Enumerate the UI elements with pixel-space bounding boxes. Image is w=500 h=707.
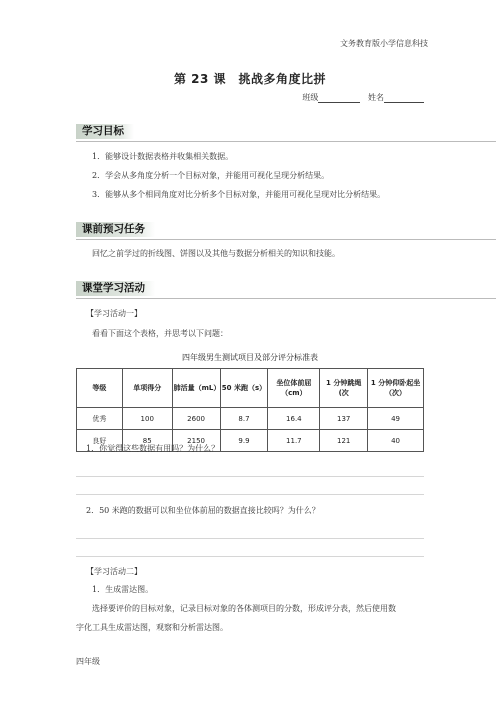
activity2-paragraph-line2: 字化工具生成雷达图，观察和分析雷达图。 <box>76 623 228 632</box>
table-cell: 121 <box>320 430 368 452</box>
answer-line[interactable] <box>76 476 424 477</box>
class-name-line <box>302 92 424 103</box>
col-header-jumprope: 1 分钟跳绳(次 <box>320 369 368 408</box>
table-cell: 优秀 <box>77 408 123 430</box>
table-header-row <box>77 369 424 408</box>
table-cell: 良好 <box>77 430 123 452</box>
name-blank[interactable] <box>384 102 424 103</box>
table-cell: 2600 <box>172 408 220 430</box>
question-1: 1．你觉得这些数据有用吗？为什么？ <box>86 444 220 453</box>
col-header-sitreach: 坐位体前屈（cm） <box>268 369 320 408</box>
section-heading-goals: 学习目标 <box>76 124 134 139</box>
question-2: 2．50 米跑的数据可以和坐位体前屈的数据直接比较吗？为什么？ <box>86 506 320 515</box>
goal-item-3: 3．能够从多个相同角度对比分析多个目标对象，并能用可视化呈现对比分析结果。 <box>92 190 386 199</box>
table-cell: 16.4 <box>268 408 320 430</box>
table-cell: 100 <box>122 408 172 430</box>
table-cell: 49 <box>368 408 424 430</box>
answer-line[interactable] <box>76 494 424 495</box>
name-label: 姓名 <box>368 93 384 102</box>
col-header-score: 单项得分 <box>122 369 172 408</box>
col-header-run50: 50 米跑（s） <box>220 369 268 408</box>
activity1-label: 【学习活动一】 <box>86 309 142 318</box>
lesson-title: 第 23 课 挑战多角度比拼 <box>173 72 327 86</box>
table-caption: 四年级男生测试项目及部分评分标准表 <box>182 353 318 362</box>
table-cell: 8.7 <box>220 408 268 430</box>
answer-line[interactable] <box>76 538 424 539</box>
col-header-grade: 等级 <box>77 369 123 408</box>
table-cell: 11.7 <box>268 430 320 452</box>
table-cell: 85 <box>122 430 172 452</box>
activity2-paragraph-line1: 选择要评价的目标对象，记录目标对象的各体测项目的分数，形成评分表，然后使用数 <box>92 604 396 613</box>
table-cell: 137 <box>320 408 368 430</box>
goal-item-1: 1．能够设计数据表格并收集相关数据。 <box>92 152 234 161</box>
col-header-lung: 肺活量（mL） <box>172 369 220 408</box>
publisher-header: 文务教育版小学信息科技 <box>340 39 428 48</box>
activity2-label: 【学习活动二】 <box>86 567 142 576</box>
table-row <box>77 408 424 430</box>
activity1-intro: 看看下面这个表格，并思考以下问题： <box>92 329 228 338</box>
class-label: 班级 <box>302 93 319 102</box>
grade-footer: 四年级 <box>76 657 100 666</box>
section-heading-activities: 课堂学习活动 <box>76 281 155 296</box>
table-cell: 2150 <box>172 430 220 452</box>
col-header-situp: 1 分钟仰卧起坐（次） <box>368 369 424 408</box>
activity2-step1: 1．生成雷达图。 <box>92 585 154 594</box>
table-cell: 40 <box>368 430 424 452</box>
standards-table <box>76 368 424 452</box>
section-heading-preview: 课前预习任务 <box>76 222 155 237</box>
goal-item-2: 2．学会从多角度分析一个目标对象，并能用可视化呈现分析结果。 <box>92 171 330 180</box>
class-blank[interactable] <box>318 102 360 103</box>
preview-text: 回忆之前学过的折线图、饼图以及其他与数据分析相关的知识和技能。 <box>92 249 340 258</box>
table-cell: 9.9 <box>220 430 268 452</box>
answer-line[interactable] <box>76 556 424 557</box>
